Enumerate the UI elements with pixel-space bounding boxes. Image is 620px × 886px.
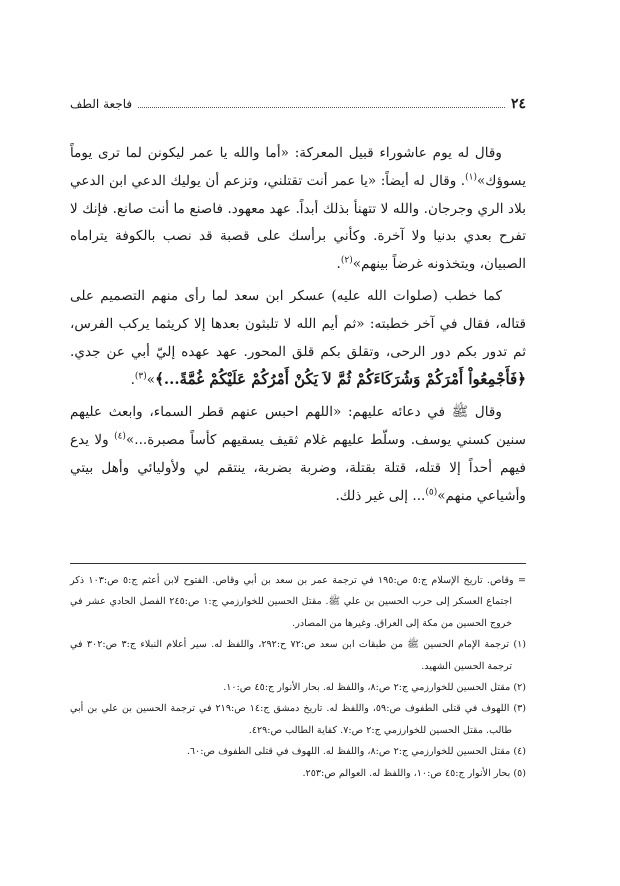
page-number: ٢٤ (510, 96, 526, 112)
footnote-2: (٢) مقتل الحسين للخوارزمي ج:٢ ص:٨، واللفظ له. بحار الأنوار ج:٤٥ ص:١٠. (223, 682, 526, 694)
footnote-ref-2: (٢) (340, 255, 353, 266)
footnote-ref-4: (٤) (114, 431, 126, 442)
footnotes (70, 570, 526, 784)
paragraph-2 (70, 283, 526, 395)
footnote-1: (١) ترجمة الإمام الحسين ﷺ من طبقات ابن سعد ص:٧٢ ح:٢٩٢، واللفظ له. سير أعلام النبلاء ج:٣ ص:٣٠٢ في ترجمة الحسين الشهيد. (70, 639, 526, 672)
main-text (70, 140, 526, 510)
paragraph-3-text-2: ولا يدع فيهم أحداً إلا قتله، قتلة بقتلة، وضربة بضربة، ينتقم لي ولأوليائي وأهل بيتي وأشياعي منهم» (70, 431, 526, 504)
paragraph-1-text-2: . وقال له أيضاً: «يا عمر أنت تقتلني، وتزعم أن يوليك الدعي ابن الدعي بلاد الري وجرجان. والله لا تتهنأ بذلك أبداً. عهد معهود. فاصنع ما أنت صانع. فإنك لا تفرح بعدي بدنيا ولا آخرة. وكأني برأسك على قصبة قد نصب بالكوفة يتراماه الصبيان، ويتخذونه غرضاً بينهم» (70, 172, 526, 273)
footnote-ref-3: (٣) (134, 371, 147, 382)
paragraph-3-text: وقال ﷺ في دعائه عليهم: «اللهم احبس عنهم قطر السماء، وابعث عليهم سنين كسني يوسف. وسلّط عليهم غلام ثقيف يسقيهم كأساً مصبرة...» (70, 404, 526, 448)
paragraph-1-text-3: . (336, 256, 341, 273)
quran-verse: ﴿فَأَجْمِعُواْ أَمْرَكُمْ وَشُرَكَاءَكُمْ ثُمَّ لاَ يَكُنْ أَمْرُكُمْ عَلَيْكُمْ غُمَّةً...﴾ (155, 370, 526, 389)
paragraph-1-text: وقال له يوم عاشوراء قبيل المعركة: «أما والله يا عمر ليكونن لما ترى يوماً يسوؤك» (70, 145, 526, 189)
paragraph-2-text-2: » (146, 372, 156, 389)
footnote-separator (70, 563, 526, 564)
paragraph-1 (70, 140, 526, 279)
paragraph-2-text: كما خطب (صلوات الله عليه) عسكر ابن سعد لما رأى منهم التصميم على قتاله، فقال في آخر خطبته: «ثم أيم الله لا تلبثون بعدها إلا كريثما يركب الفرس، ثم تدور بكم دور الرحى، وتقلق بكم قلق المحور. عهد عهده إليّ أبي عن جدي. (70, 287, 526, 360)
footnote-5: (٥) بحار الأنوار ج:٤٥ ص:١٠، واللفظ له. العوالم ص:٢٥٣. (302, 767, 526, 779)
paragraph-2-text-3: . (130, 372, 135, 389)
page-header (70, 96, 526, 112)
header-leader-dots (138, 106, 505, 108)
footnote-4: (٤) مقتل الحسين للخوارزمي ج:٢ ص:٨، واللفظ له. اللهوف في قتلى الطفوف ص:٦٠. (186, 746, 526, 758)
running-title: فاجعة الطف (70, 97, 133, 111)
footnote-ref-5: (٥) (425, 487, 438, 498)
footnote-3: (٣) اللهوف في قتلى الطفوف ص:٥٩، واللفظ له. تاريخ دمشق ج:١٤ ص:٢١٩ في ترجمة الحسين بن علي بن أبي طالب. مقتل الحسين للخوارزمي ج:٢ ص:٧. كفاية الطالب ص:٤٢٩. (70, 703, 526, 736)
footnote-ref-1: (١) (465, 172, 477, 183)
paragraph-3 (70, 399, 526, 510)
paragraph-3-text-3: ... إلى غير ذلك. (335, 487, 426, 504)
footnote-continued: = وقاص. تاريخ الإسلام ج:٥ ص:١٩٥ في ترجمة عمر بن سعد بن أبي وقاص. الفتوح لابن أعثم ج:٥ ص:١٠٣ ذكر اجتماع العسكر إلى حرب الحسين بن علي ﷺ. مقتل الحسين للخوارزمي ج:١ ص:٢٤٥ الفصل الحادي عشر في خروج الحسين من مكة إلى العراق. وغيرها من المصادر. (70, 575, 526, 629)
